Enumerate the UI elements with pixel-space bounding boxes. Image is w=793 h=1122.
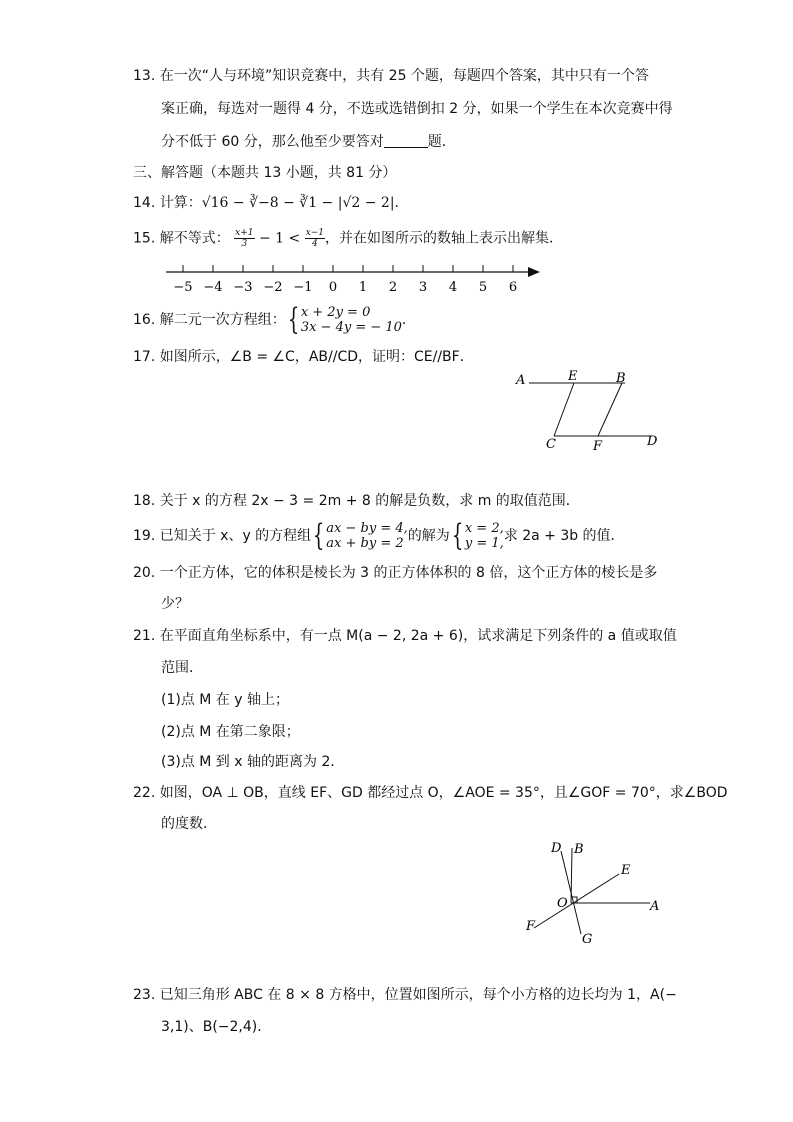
number-line-label: 5 <box>478 280 488 295</box>
q20-line1: 20. 一个正方体，它的体积是棱长为 3 的正方体体积的 8 倍，这个正方体的棱长是多 <box>133 565 658 581</box>
solution-2: y = 1, <box>464 536 504 551</box>
number-line-label: −4 <box>203 280 223 295</box>
q13-line3 <box>161 132 456 152</box>
q14 <box>133 193 409 213</box>
equation-2: 3x − 4y = − 10 <box>300 320 402 335</box>
answer-blank <box>384 133 428 148</box>
angle-figure <box>520 836 670 951</box>
q15-prefix: 15. 解不等式： <box>133 230 230 247</box>
q14-expression: √16 − ∛−8 − ∛1 − |√2 − 2|． <box>201 195 409 211</box>
label-f: F <box>526 919 536 934</box>
fraction-1-numerator: x+1 <box>235 228 254 238</box>
left-brace: { <box>451 518 464 553</box>
label-e: E <box>568 369 578 384</box>
number-line-label: −2 <box>263 280 283 295</box>
q21-line1: 21. 在平面直角坐标系中，有一点 M(a − 2, 2a + 6)，试求满足下列条件的 a 值或取值 <box>133 628 677 644</box>
label-d: D <box>647 434 658 449</box>
equation-system <box>301 305 402 335</box>
q20-line2: 少？ <box>161 596 189 612</box>
number-line-label: −1 <box>293 280 313 295</box>
q23-line2: 3,1)、B(−2,4)． <box>161 1019 272 1035</box>
label-o: O <box>557 896 568 911</box>
equation-system <box>326 521 407 551</box>
q13-line2: 案正确，每选对一题得 4 分，不选或选错倒扣 2 分，如果一个学生在本次竞赛中得 <box>161 101 673 117</box>
number-line-label: 3 <box>418 280 428 295</box>
number-line-label: −5 <box>173 280 193 295</box>
number-line-label: 6 <box>508 280 518 295</box>
q13-line3-end: 题． <box>427 134 456 150</box>
q21-item2: (2)点 M 在第二象限； <box>161 724 300 740</box>
number-line <box>160 260 550 298</box>
q21-line2: 范围． <box>161 660 203 676</box>
q16-prefix: 16. 解二元一次方程组： <box>133 312 286 328</box>
number-line-labels <box>173 280 517 295</box>
q23-line1: 23. 已知三角形 ABC 在 8 × 8 方格中，位置如图所示，每个小方格的边长均为 1，A(− <box>133 987 677 1003</box>
number-line-label: 2 <box>388 280 398 295</box>
q13-line3-text: 分不低于 60 分，那么他至少要答对 <box>161 134 384 150</box>
number-line-label: 0 <box>328 280 338 295</box>
q15-middle: − 1 < <box>254 230 305 247</box>
equation-1: ax − by = 4, <box>326 521 408 536</box>
solution-system <box>465 521 504 551</box>
number-line-arrow <box>528 267 540 277</box>
q19 <box>133 519 625 553</box>
parallelogram-figure <box>510 368 670 458</box>
q22-line2: 的度数． <box>161 816 217 832</box>
label-a: A <box>650 899 660 914</box>
q19-prefix: 19. 已知关于 x、y 的方程组 <box>133 528 312 544</box>
fraction-1-denominator: 3 <box>241 239 248 249</box>
q16 <box>133 303 416 337</box>
fraction-2-numerator: x−1 <box>305 228 325 238</box>
q15-suffix: ，并在如图所示的数轴上表示出解集． <box>325 230 564 247</box>
label-c: C <box>546 437 556 452</box>
section-heading: 三、解答题（本题共 13 小题，共 81 分） <box>133 165 397 181</box>
q21-item1: (1)点 M 在 y 轴上； <box>161 692 289 708</box>
q19-middle: 的解为 <box>407 528 450 544</box>
label-b: B <box>616 371 626 386</box>
label-f: F <box>593 439 603 454</box>
segment-bf <box>598 383 622 436</box>
label-b: B <box>574 842 584 857</box>
fraction-2 <box>305 228 325 249</box>
number-line-label: −3 <box>233 280 253 295</box>
left-brace: { <box>287 302 299 337</box>
equation-1: x + 2y = 0 <box>300 305 371 320</box>
label-e: E <box>621 863 631 878</box>
q15 <box>133 228 563 249</box>
label-g: G <box>582 932 593 947</box>
line-gd <box>561 851 581 934</box>
solution-1: x = 2, <box>464 521 504 536</box>
q16-suffix: ． <box>401 312 416 328</box>
q21-item3: (3)点 M 到 x 轴的距离为 2． <box>161 754 345 770</box>
number-line-ticks <box>183 265 513 272</box>
left-brace: { <box>313 518 325 553</box>
label-d: D <box>551 841 562 856</box>
fraction-2-denominator: 4 <box>311 239 318 249</box>
equation-2: ax + by = 2 <box>326 536 404 551</box>
number-line-label: 1 <box>358 280 368 295</box>
q17-text: 17. 如图所示，∠B = ∠C，AB//CD，证明：CE//BF． <box>133 349 474 365</box>
fraction-1 <box>234 228 254 249</box>
segment-ce <box>554 383 574 436</box>
number-line-label: 4 <box>448 280 458 295</box>
q19-suffix: 求 2a + 3b 的值． <box>503 528 625 544</box>
q14-prefix: 14. 计算： <box>133 195 202 211</box>
q22-line1: 22. 如图，OA ⊥ OB，直线 EF、GD 都经过点 O，∠AOE = 35°，且∠GOF = 70°，求∠BOD <box>133 785 728 801</box>
q13-line1: 13. 在一次“人与环境”知识竞赛中，共有 25 个题，每题四个答案，其中只有一个答 <box>133 68 649 84</box>
label-a: A <box>516 373 526 388</box>
q18-text: 18. 关于 x 的方程 2x − 3 = 2m + 8 的解是负数，求 m 的取值范围． <box>133 493 580 509</box>
